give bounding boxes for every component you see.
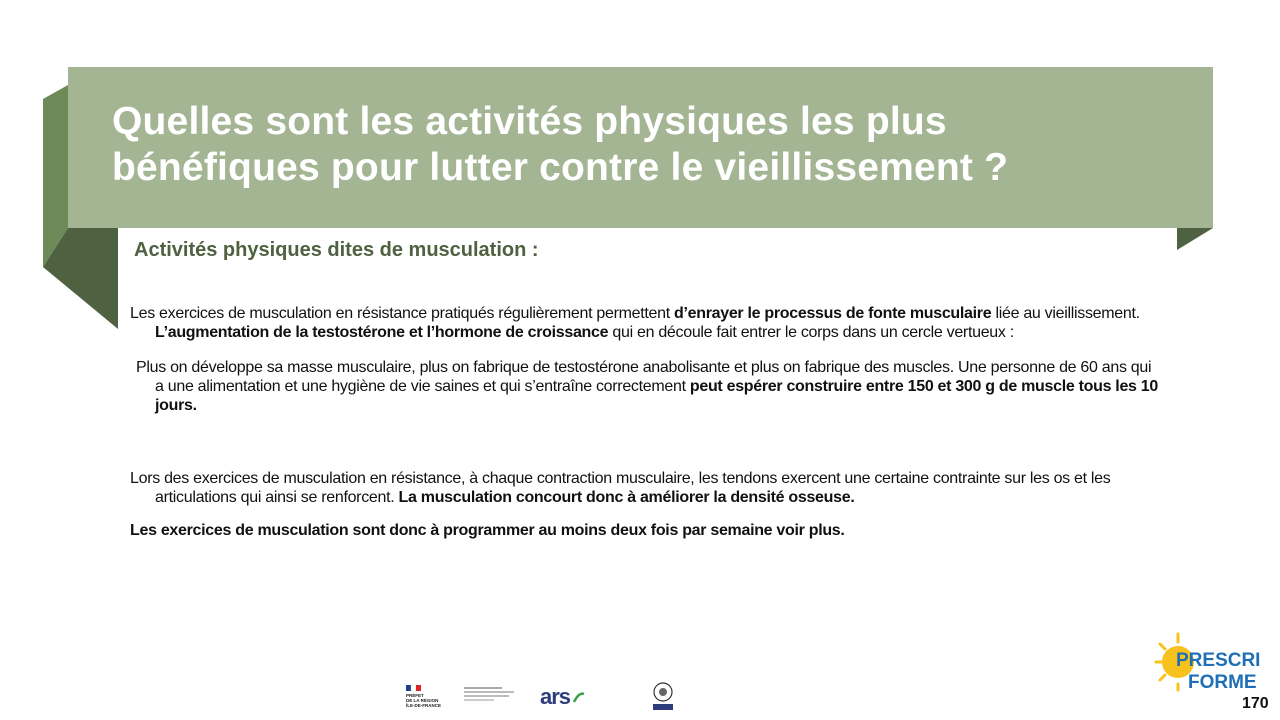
prescriforme-logo (1150, 630, 1260, 705)
paragraph-emphasis: L’augmentation de la testostérone et l’hormone de croissance (155, 324, 609, 341)
drjscs-logo (464, 686, 524, 712)
paragraph-text: Plus on développe sa masse musculaire, plus on fabrique de testostérone anabolisante et plus on fabrique des muscles. Une personne de 60 ans qui a une alimentation et une hygiène de vie saines et qui s’entraîne correctement (136, 359, 1152, 395)
svg-text:PRÉFET: PRÉFET (406, 693, 424, 698)
paragraph-text: qui en découle fait entrer le corps dans un cercle vertueux : (608, 324, 1014, 341)
ars-swoosh-icon (572, 690, 586, 704)
svg-text:DE LA RÉGION: DE LA RÉGION (406, 698, 439, 703)
paragraph-text: Lors des exercices de musculation en résistance, à chaque contraction musculaire, les tendons exercent une certaine contrainte sur les os et les articulations qui ainsi se renforcent. (130, 470, 1111, 506)
title-ribbon-right (1177, 228, 1213, 250)
svg-text:ÎLE-DE-FRANCE: ÎLE-DE-FRANCE (406, 703, 441, 708)
paragraph-musculation-intro (130, 304, 1160, 342)
slide-title (112, 99, 1202, 191)
paragraph-masse-musculaire (130, 358, 1160, 415)
paragraph-conclusion (130, 521, 1160, 540)
section-subtitle: Activités physiques dites de musculation : (134, 239, 539, 261)
paragraph-emphasis: La musculation concourt donc à améliorer la densité osseuse. (398, 489, 855, 506)
paragraph-densite-osseuse (130, 469, 1160, 507)
paragraph-emphasis: peut espérer construire entre 150 et 300 g de muscle tous les 10 jours. (155, 378, 1158, 414)
ars-logo: ars (540, 684, 571, 709)
sun-icon (1150, 630, 1260, 705)
prescriforme-line-1: PRESCRI’ (1176, 650, 1260, 671)
paragraph-emphasis: d’enrayer le processus de fonte musculaire (674, 305, 992, 322)
partner-logos (396, 680, 686, 716)
paragraph-text: Les exercices de musculation en résistance pratiqués régulièrement permettent (130, 305, 675, 322)
slide-body (130, 304, 1160, 540)
paragraph-text: liée au vieillissement. (991, 305, 1140, 322)
page-number: 170 (1242, 695, 1269, 712)
paragraph-emphasis: Les exercices de musculation sont donc à programmer au moins deux fois par semaine voir plus. (130, 522, 845, 539)
prescriforme-line-2: FORME (1188, 672, 1257, 693)
seal-logo (651, 682, 675, 712)
slide-title-line-1: Quelles sont les activités physiques les plus (112, 100, 947, 143)
slide-title-line-2: bénéfiques pour lutter contre le vieillissement ? (112, 146, 1009, 189)
prefet-region-logo (406, 685, 456, 713)
